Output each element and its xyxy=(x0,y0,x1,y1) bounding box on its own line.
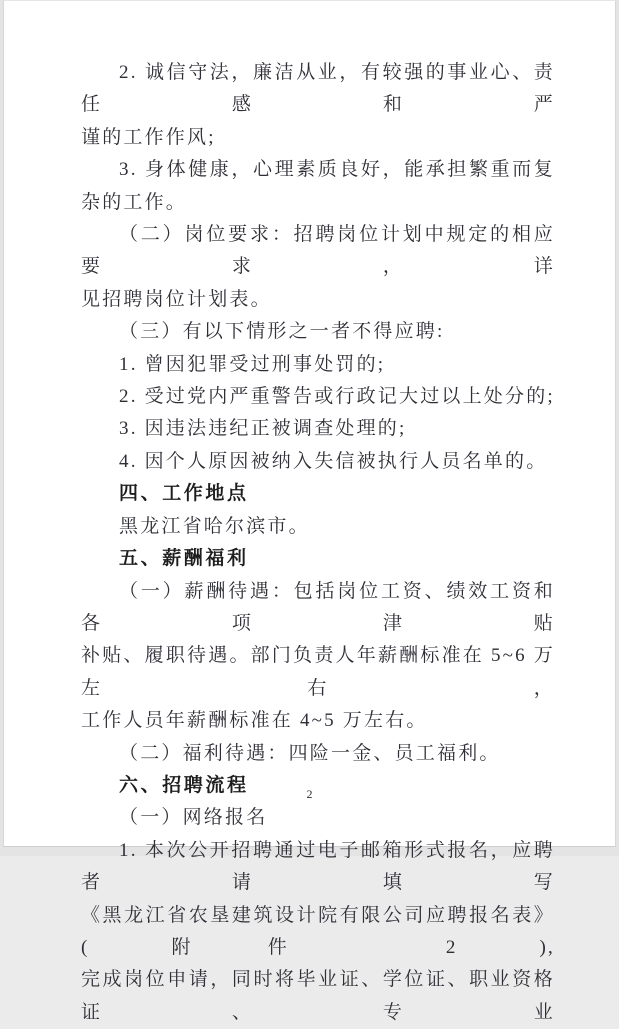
paragraph xyxy=(81,349,555,381)
text-line: 五、薪酬福利 xyxy=(119,548,249,570)
paragraph xyxy=(81,446,555,478)
paragraph xyxy=(81,835,555,1029)
paragraph xyxy=(81,57,555,154)
text-line: 《黑龙江省农垦建筑设计院有限公司应聘报名表》( 附件 2 ), xyxy=(81,904,555,958)
paragraph xyxy=(81,154,555,219)
section-heading xyxy=(81,543,555,575)
paragraph xyxy=(81,219,555,316)
paragraph xyxy=(81,738,555,770)
text-line: （三）有以下情形之一者不得应聘: xyxy=(119,321,445,343)
text-line: 3. 身体健康，心理素质良好，能承担繁重而复杂的工作。 xyxy=(81,159,555,213)
document-page xyxy=(3,0,616,1023)
text-line: 2. 诚信守法，廉洁从业，有较强的事业心、责任感和严 xyxy=(81,62,555,116)
text-line: 3. 因违法违纪正被调查处理的; xyxy=(119,418,407,440)
text-line: 六、招聘流程 xyxy=(119,774,249,796)
text-line: 补贴、履职待遇。部门负责人年薪酬标准在 5~6 万左右， xyxy=(81,645,555,699)
text-line: （一）薪酬待遇：包括岗位工资、绩效工资和各项津贴 xyxy=(81,580,555,634)
text-line: 四、工作地点 xyxy=(119,483,249,505)
text-line: （一）网络报名 xyxy=(119,807,268,829)
text-line: 工作人员年薪酬标准在 4~5 万左右。 xyxy=(81,710,428,732)
section-heading xyxy=(81,478,555,510)
document-content xyxy=(81,57,555,1029)
text-line: 谨的工作作风; xyxy=(81,126,216,148)
text-line: （二）福利待遇：四险一金、员工福利。 xyxy=(119,742,501,764)
paragraph xyxy=(81,381,555,413)
text-line: 2. 受过党内严重警告或行政记大过以上处分的; xyxy=(119,386,555,408)
text-line: 见招聘岗位计划表。 xyxy=(81,288,272,310)
paragraph xyxy=(81,316,555,348)
paragraph xyxy=(81,576,555,738)
text-line: 完成岗位申请，同时将毕业证、学位证、职业资格证、专业 xyxy=(81,969,555,1023)
paragraph xyxy=(81,413,555,445)
text-line: （二）岗位要求：招聘岗位计划中规定的相应要求，详 xyxy=(81,224,555,278)
paragraph xyxy=(81,511,555,543)
text-line: 1. 本次公开招聘通过电子邮箱形式报名，应聘者请填写 xyxy=(81,839,555,894)
text-line: 黑龙江省哈尔滨市。 xyxy=(119,515,310,537)
paragraph xyxy=(81,802,555,834)
page-number: 2 xyxy=(306,787,313,801)
text-line: 1. 曾因犯罪受过刑事处罚的; xyxy=(119,353,386,375)
text-line: 4. 因个人原因被纳入失信被执行人员名单的。 xyxy=(119,450,548,472)
